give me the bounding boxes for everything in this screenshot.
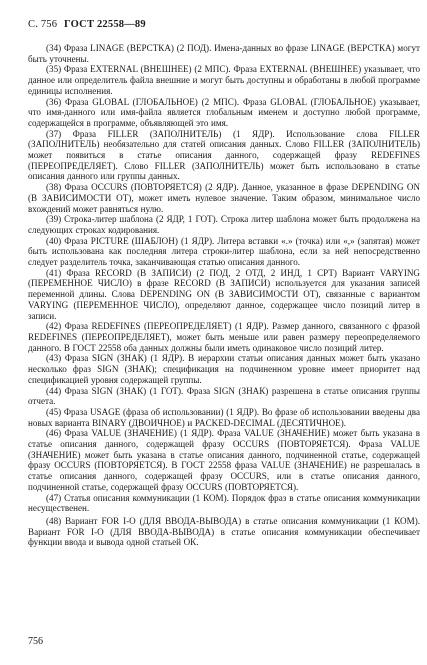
paragraph-39: (39) Строка-литер шаблона (2 ЯДР, 1 ГОТ). Строка литер шаблона может быть продолжена на следующих строках кодирования. (28, 214, 420, 235)
paragraph-35: (35) Фраза EXTERNAL (ВНЕШНЕЕ) (2 МПС). Фраза EXTERNAL (ВНЕШНЕЕ) указывает, что данное или определитель файла внешние и могут быть доступны и обработаны в любой программе единицы исполнения. (28, 64, 420, 96)
paragraph-48: (48) Вариант FOR I-O (ДЛЯ ВВОДА-ВЫВОДА) в статье описания коммуникации (1 КОМ). Вариант FOR I-O (ДЛЯ ВВОДА-ВЫВОДА) в статье описания коммуникации обеспечивает функции ввода и вывода одной статьей ОК. (28, 515, 420, 548)
paragraph-46: (46) Фраза VALUE (ЗНАЧЕНИЕ) (1 ЯДР). Фраза VALUE (ЗНАЧЕНИЕ) может быть указана в статье описания данного, содержащей фразу OCCURS (ПОВТОРЯЕТСЯ). Фраза VALUE (ЗНАЧЕНИЕ) может быть указана в статье описания данного, подчиненной статье, содержащей фразу OCCURS (ПОВТОРЯЕТСЯ). В ГОСТ 22558 фраза VALUE (ЗНАЧЕНИЕ) не разрешалась в статье описания данного, содержащей фразу OCCURS, или в статье описания данного, подчиненной статье, содержащей фразу OCCURS (ПОВТОРЯЕТСЯ). (28, 428, 420, 492)
paragraph-37: (37) Фраза FILLER (ЗАПОЛНИТЕЛЬ) (1 ЯДР). Использование слова FILLER (ЗАПОЛНИТЕЛЬ) необязательно для статей описания данных. Слово FILLER (ЗАПОЛНИТЕЛЬ) может появиться в статье описания данного, содержащей фразу REDEFINES (ПЕРЕОПРЕДЕЛЯЕТ). Слово FILLER (ЗАПОЛНИТЕЛЬ) может быть использовано в статье описания данного или группы данных. (28, 128, 420, 182)
paragraph-47: (47) Статья описания коммуникации (1 КОМ). Порядок фраз в статье описания коммуникации несущественен. (28, 492, 420, 514)
page-number: 756 (28, 636, 43, 647)
document-body (28, 43, 420, 548)
standard-title: ГОСТ 22558—89 (64, 19, 146, 30)
paragraph-43: (43) Фраза SIGN (ЗНАК) (1 ЯДР). В иерархии статьи описания данных может быть указано несколько фраз SIGN (ЗНАК); спецификация на подчиненном уровне имеет приоритет над спецификацией уровня содержащей группы. (28, 353, 420, 385)
paragraph-42: (42) Фраза REDEFINES (ПЕРЕОПРЕДЕЛЯЕТ) (1 ЯДР). Размер данного, связанного с фразой REDEFINES (ПЕРЕОПРЕДЕЛЯЕТ), может быть меньше или равен размеру переопределяемого данного. В ГОСТ 22558 оба данных должны были иметь одинаковое число позиций литер. (28, 321, 420, 353)
paragraph-41: (41) Фраза RECORD (В ЗАПИСИ) (2 ПОД, 2 ОТД, 2 ИНД, 1 СРТ) Вариант VARYING (ПЕРЕМЕННОЕ ЧИСЛО) в фразе RECORD (В ЗАПИСИ) используется для указания записей переменной длины. Слова DEPENDING ON (В ЗАВИСИМОСТИ ОТ), связанные с вариантом VARYING (ПЕРЕМЕННОЕ ЧИСЛО), определяют данное, содержащее число позиций литер в записи. (28, 267, 420, 321)
page-label: С. 756 (28, 19, 58, 30)
paragraph-38: (38) Фраза OCCURS (ПОВТОРЯЕТСЯ) (2 ЯДР). Данное, указанное в фразе DEPENDING ON (В ЗАВИСИМОСТИ ОТ), может иметь нулевое значение. Таким образом, минимальное число вхождений может равняться нулю. (28, 182, 420, 214)
paragraph-34: (34) Фраза LINAGE (ВЕРСТКА) (2 ПОД). Имена-данных во фразе LINAGE (ВЕРСТКА) могут быть уточнены. (28, 43, 420, 64)
page-header (28, 19, 146, 30)
paragraph-44: (44) Фраза SIGN (ЗНАК) (1 ГОТ). Фраза SIGN (ЗНАК) разрешена в статье описания группы отчета. (28, 385, 420, 407)
paragraph-45: (45) Фраза USAGE (фраза об использовании) (1 ЯДР). Во фразе об использовании введены два новых варианта BINARY (ДВОИЧНОЕ) и PACKED-DECIMAL (ДЕСЯТИЧНОЕ). (28, 406, 420, 428)
paragraph-36: (36) Фраза GLOBAL (ГЛОБАЛЬНОЕ) (2 МПС). Фраза GLOBAL (ГЛОБАЛЬНОЕ) указывает, что имя-данного или имя-файла является глобальным именем и доступно любой программе, содержащейся в программе, объявляющей это имя. (28, 96, 420, 128)
paragraph-40: (40) Фраза PICTURE (ШАБЛОН) (1 ЯДР). Литера вставки «.» (точка) или «,» (запятая) может быть использована как последняя литера строки-литер шаблона, если за ней непосредственно следует разделитель точка, заканчивающая статью описания данного. (28, 235, 420, 268)
